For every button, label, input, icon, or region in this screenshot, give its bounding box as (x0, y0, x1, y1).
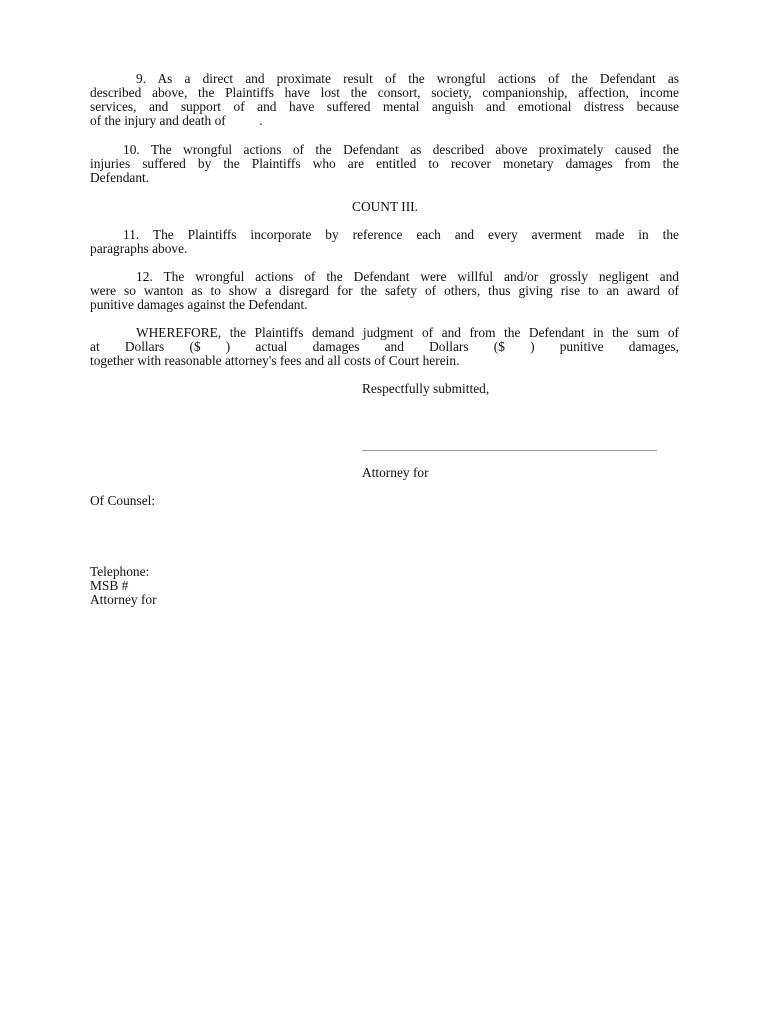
paragraph-9-line-3: services, and support of and have suffered mental anguish and emotional distress because (90, 99, 679, 114)
paragraph-12-line-1: 12. The wrongful actions of the Defendant were willful and/or grossly negligent and (136, 269, 679, 284)
paragraph-12-line-2: were so wanton as to show a disregard for the safety of others, thus giving rise to an award of (90, 283, 679, 298)
wherefore-paragraph (90, 326, 679, 368)
paragraph-9-line-4: of the injury and death of . (90, 113, 263, 128)
paragraph-10 (90, 143, 679, 185)
paragraph-10-line-3: Defendant. (90, 170, 150, 185)
paragraph-12-line-3: punitive damages against the Defendant. (90, 297, 308, 312)
msb-label: MSB # (90, 578, 129, 593)
wherefore-line-3: together with reasonable attorney's fees and all costs of Court herein. (90, 353, 460, 368)
signature-line (362, 450, 657, 451)
paragraph-9-line-2: described above, the Plaintiffs have lost the consort, society, companionship, affection, income (90, 85, 679, 100)
footer-attorney-for: Attorney for (90, 592, 157, 607)
telephone-label: Telephone: (90, 564, 150, 579)
paragraph-9 (90, 72, 679, 128)
paragraph-11 (90, 228, 679, 256)
wherefore-line-2: at Dollars ($ ) actual damages and Dollars ($ ) punitive damages, (90, 339, 679, 354)
paragraph-12 (90, 270, 679, 312)
paragraph-11-line-2: paragraphs above. (90, 241, 188, 256)
signature-attorney-for: Attorney for (362, 465, 429, 480)
wherefore-line-1: WHEREFORE, the Plaintiffs demand judgment of and from the Defendant in the sum of (136, 325, 679, 340)
paragraph-11-line-1: 11. The Plaintiffs incorporate by reference each and every averment made in the (123, 227, 679, 242)
closing-text: Respectfully submitted, (362, 381, 490, 396)
paragraph-9-line-1: 9. As a direct and proximate result of the wrongful actions of the Defendant as (136, 71, 679, 86)
paragraph-10-line-1: 10. The wrongful actions of the Defendant as described above proximately caused the (123, 142, 679, 157)
paragraph-10-line-2: injuries suffered by the Plaintiffs who are entitled to recover monetary damages from the (90, 156, 679, 171)
of-counsel-label: Of Counsel: (90, 493, 156, 508)
count-heading: COUNT III. (352, 199, 418, 214)
